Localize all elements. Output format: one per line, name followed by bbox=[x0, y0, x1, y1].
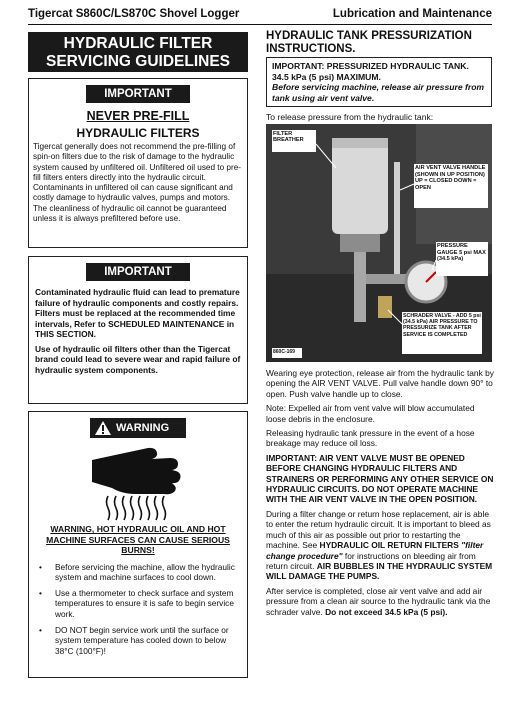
hydraulic-tank-photo bbox=[266, 124, 492, 362]
tank-photo-illustration bbox=[266, 124, 492, 362]
filter-guidelines-title bbox=[28, 32, 248, 72]
pressure-gauge-label: PRESSURE GAUGE 5 psi MAX (34.5 kPa) bbox=[437, 243, 486, 262]
prefill-body-text: Tigercat generally does not recommend the pre-filling of spin-on filters due to the risk of damage to the hydraulic system caused by unfiltered oil. Unfiltered oil used to pre-fill filters enters directly into the hydraulic circuit. Contaminants in unfiltered oil can cause significant and costly damage to hydraulic valves, pumps and motors. The cleanliness of hydraulic oil cannot be guaranteed unless it is always prefiltered before use. bbox=[33, 142, 241, 224]
manual-title: Tigercat S860C/LS870C Shovel Logger bbox=[28, 8, 240, 20]
list-item: • Use a thermometer to check surface and system temperatures to ensure it is safe to begin service work. bbox=[39, 588, 234, 619]
title-line-1: HYDRAULIC FILTER bbox=[63, 35, 213, 52]
bleed-air-paragraph: During a filter change or return hose replacement, air is able to enter the return hydraulic circuit. It is important to bleed as much of this air as possible out prior to restarting the machine. See HYDRAULIC OIL RETURN FILTERS "filter change procedure" for instructions on bleeding air from return circuit. AIR BUBBLES IN THE HYDRAULIC SYSTEM WILL DAMAGE THE PUMPS. bbox=[266, 508, 493, 582]
after-service-paragraph: After service is completed, close air vent valve and add air pressure from a clean air source to the hydraulic tank via the schrader valve. Do not exceed 34.5 kPa (5 psi). bbox=[266, 585, 491, 617]
hot-oil-warning-box bbox=[28, 411, 248, 678]
important-banner: IMPORTANT bbox=[86, 85, 190, 103]
release-intro: To release pressure from the hydraulic tank: bbox=[266, 112, 434, 122]
warning-triangle-icon bbox=[94, 420, 112, 436]
warning-bullets bbox=[35, 562, 241, 656]
list-item: • Before servicing the machine, allow the hydraulic system and machine surfaces to cool down. bbox=[39, 561, 235, 582]
never-prefill-heading: NEVER PRE-FILL bbox=[86, 109, 190, 123]
title-line-2: SERVICING GUIDELINES bbox=[45, 53, 231, 70]
important-banner-2: IMPORTANT bbox=[86, 263, 190, 281]
hose-breakage-paragraph: Releasing hydraulic tank pressure in the event of a hose breakage may reduce oil loss. bbox=[266, 428, 475, 449]
warning-label: WARNING bbox=[116, 422, 170, 434]
contamination-box bbox=[28, 256, 248, 404]
air-vent-important-paragraph: IMPORTANT: AIR VENT VALVE MUST BE OPENED BEFORE CHANGING HYDRAULIC FILTERS AND STRAINERS OR PERFORMING ANY OTHER SERVICE ON HYDRAULIC CIRCUITS. DO NOT OPERATE MACHINE WITH THE AIR VENT VALVE IN THE OPEN POSITION. bbox=[266, 452, 494, 505]
oem-filter-text: Use of hydraulic oil filters other than the Tigercat brand could lead to severe wear and rapid failure of hydraulic system components. bbox=[35, 343, 241, 375]
release-air-text: Before servicing machine, release air pressure from tank using air vent valve. bbox=[272, 82, 485, 103]
pressurized-tank-text: IMPORTANT: PRESSURIZED HYDRAULIC TANK. 34.5 kPa (5 psi) MAXIMUM. bbox=[272, 61, 469, 82]
schrader-valve-label: SCHRADER VALVE - ADD 5 psi (34.5 kPa) AIR PRESSURE TO PRESSURIZE TANK AFTER SERVICE IS COMPLETED bbox=[403, 313, 481, 338]
pressurized-tank-notice bbox=[266, 57, 492, 107]
page-header bbox=[28, 6, 492, 25]
warning-banner bbox=[90, 418, 186, 438]
vent-valve-paragraph: Wearing eye protection, release air from the hydraulic tank by opening the AIR VENT VALVE. Pull valve handle down 90° to open. Push valve handle up to close. bbox=[266, 368, 494, 399]
list-item: • DO NOT begin service work until the surface or system temperature has cooled down to below 38°C (100°F)! bbox=[39, 624, 229, 656]
burning-hand-icon bbox=[78, 444, 198, 522]
tank-instructions-text bbox=[266, 368, 496, 621]
section-title: Lubrication and Maintenance bbox=[332, 8, 492, 20]
hydraulic-filters-heading: HYDRAULIC FILTERS bbox=[76, 126, 200, 140]
contamination-text: Contaminated hydraulic fluid can lead to premature failure of hydraulic components and costly repairs. Filters must be replaced at the recommended time intervals, Refer to SCHEDULED MAINTENANCE in THIS SECTION. bbox=[35, 287, 240, 339]
note-paragraph: Note: Expelled air from vent valve will blow accumulated loose debris in the enclosure. bbox=[266, 403, 475, 424]
photo-code-label: 860C-169 bbox=[273, 349, 295, 355]
hot-oil-warning-title: WARNING, HOT HYDRAULIC OIL AND HOT MACHINE SURFACES CAN CAUSE SERIOUS BURNS! bbox=[46, 524, 230, 555]
filter-breather-label: FILTER BREATHER bbox=[273, 131, 304, 144]
prefill-notice-box bbox=[28, 78, 248, 248]
air-vent-label: AIR VENT VALVE HANDLE (SHOWN IN UP POSITION) UP = CLOSED DOWN = OPEN bbox=[415, 165, 486, 191]
tank-pressurization-heading: HYDRAULIC TANK PRESSURIZATION INSTRUCTIONS. bbox=[266, 30, 472, 55]
